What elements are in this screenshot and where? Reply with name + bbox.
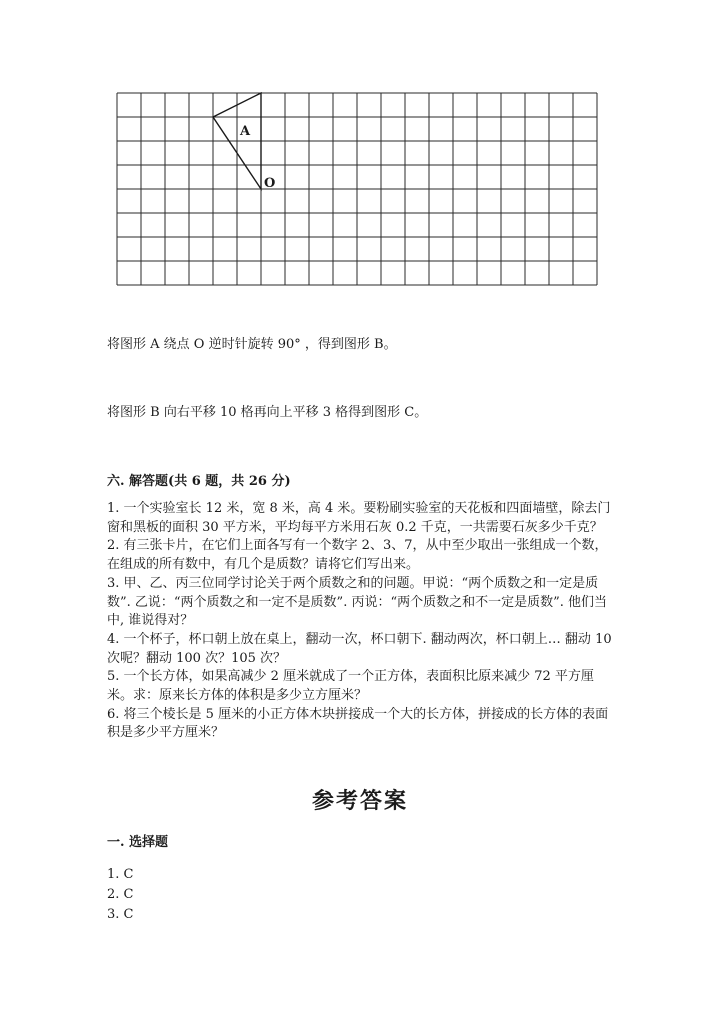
answer-title: 参考答案 <box>311 788 408 814</box>
question-3: 3. 甲、乙、丙三位同学讨论关于两个质数之和的问题。甲说：“两个质数之和一定是质数”. 乙说：“两个质数之和一定不是质数”. 丙说：“两个质数之和不一定是质数”. 他们当中, 谁说得对？ <box>107 575 608 629</box>
rotate-instruction: 将图形 A 绕点 O 逆时针旋转 90° ，得到图形 B。 <box>107 337 397 352</box>
translate-instruction: 将图形 B 向右平移 10 格再向上平移 3 格得到图形 C。 <box>107 405 428 420</box>
answer-3: 3. C <box>107 907 134 922</box>
question-4: 4. 一个杯子，杯口朝上放在桌上，翻动一次，杯口朝下. 翻动两次，杯口朝上… 翻动 10 次呢？翻动 100 次？105 次？ <box>107 631 612 666</box>
grid-figure <box>116 92 601 287</box>
question-5: 5. 一个长方体，如果高减少 2 厘米就成了一个正方体，表面积比原来减少 72 平方厘米。求：原来长方体的体积是多少立方厘米？ <box>107 669 594 704</box>
label-o: O <box>264 176 276 191</box>
question-6: 6. 将三个棱长是 5 厘米的小正方体木块拼接成一个大的长方体，拼接成的长方体的表面积是多少平方厘米？ <box>107 706 609 741</box>
grid-lines <box>117 93 597 285</box>
answer-1: 1. C <box>107 867 134 882</box>
question-list <box>107 500 612 743</box>
question-1: 1. 一个实验室长 12 米，宽 8 米，高 4 米。要粉刷实验室的天花板和四面墙壁，除去门窗和黑板的面积 30 平方米，平均每平方米用石灰 0.2 千克，一共需要石灰多少千克？ <box>107 501 611 535</box>
answer-section-heading: 一. 选择题 <box>107 835 169 850</box>
answer-2: 2. C <box>107 887 134 902</box>
label-a: A <box>240 124 251 139</box>
section-six-heading: 六. 解答题(共 6 题，共 26 分) <box>107 474 291 489</box>
question-2: 2. 有三张卡片，在它们上面各写有一个数字 2、3、7，从中至少取出一张组成一个数，在组成的所有数中，有几个是质数？请将它们写出来。 <box>107 538 608 573</box>
answer-list <box>107 865 133 925</box>
